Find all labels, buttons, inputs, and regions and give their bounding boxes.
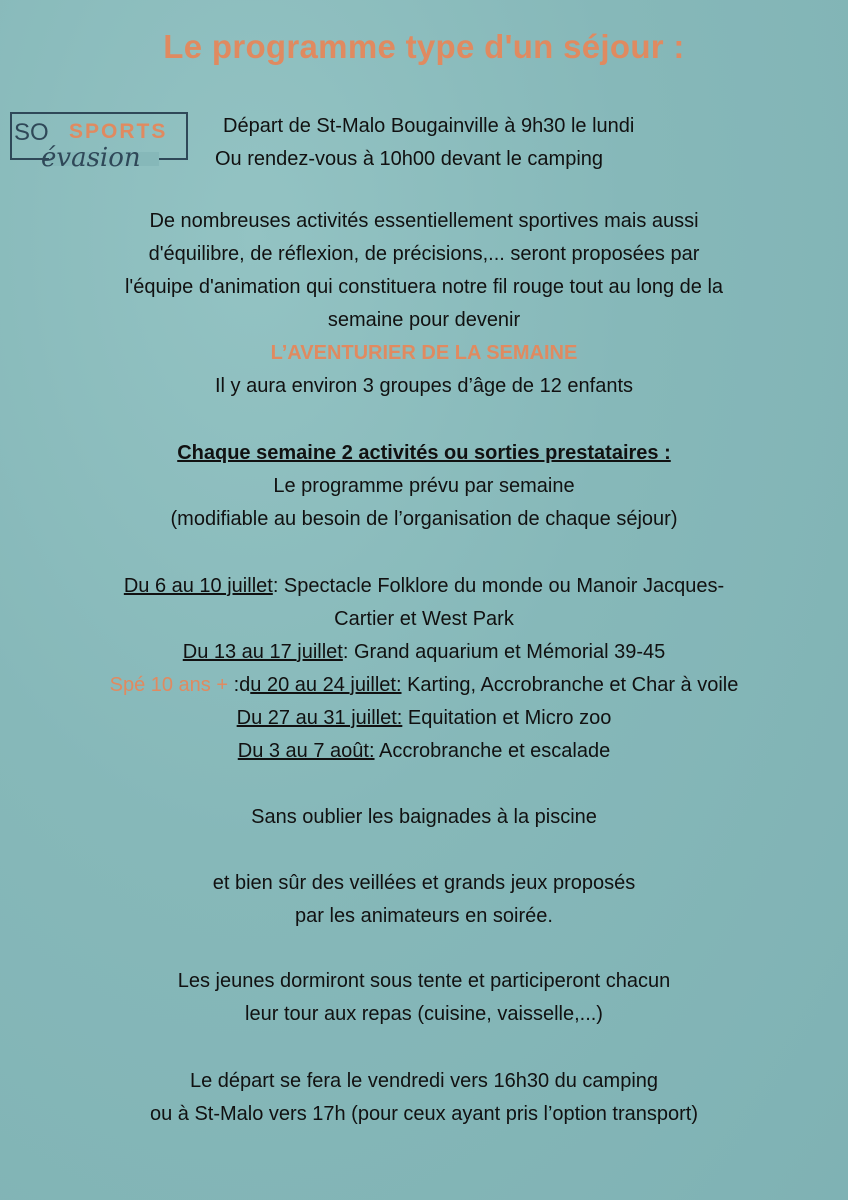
- groups-info: Il y aura environ 3 groupes d’âge de 12 enfants: [214, 375, 634, 397]
- weekly-section: [0, 437, 848, 536]
- week-2-text: : Grand aquarium et Mémorial 39-45: [342, 641, 666, 663]
- camping-section: [0, 965, 848, 1031]
- evenings-section: [0, 867, 848, 933]
- week-1-text: : Spectacle Folklore du monde ou Manoir Jacques-: [272, 575, 725, 597]
- weekly-line: Le programme prévu par semaine: [273, 475, 575, 497]
- pool-info: Sans oublier les baignades à la piscine: [251, 806, 597, 828]
- schedule-week-1: [0, 570, 848, 603]
- intro-line: d'équilibre, de réflexion, de précisions,... seront proposées par: [148, 243, 700, 265]
- camping-line: leur tour aux repas (cuisine, vaisselle,...): [245, 1003, 603, 1025]
- logo-graphic: [9, 110, 189, 172]
- schedule-week-4: [0, 702, 848, 735]
- schedule-week-3: [0, 669, 848, 702]
- departure-info: [215, 110, 755, 176]
- weekly-heading: Chaque semaine 2 activités ou sorties prestataires :: [177, 442, 671, 464]
- page-title: Le programme type d'un séjour :: [163, 28, 685, 65]
- departure-line-2: Ou rendez-vous à 10h00 devant le camping: [215, 148, 604, 170]
- week-5-text: Accrobranche et escalade: [374, 740, 611, 762]
- return-line: ou à St-Malo vers 17h (pour ceux ayant pris l’option transport): [149, 1103, 699, 1125]
- week-5-date: Du 3 au 7 août:: [237, 740, 375, 762]
- logo-initials: SO: [14, 119, 49, 146]
- logo-brand-bottom: évasion: [41, 143, 141, 172]
- return-section: [0, 1065, 848, 1131]
- intro-line: semaine pour devenir: [327, 309, 521, 331]
- week-4-date: Du 27 au 31 juillet:: [236, 707, 403, 729]
- schedule-week-2: [0, 636, 848, 669]
- week-3-colon: :d: [233, 674, 251, 696]
- intro-line: l'équipe d'animation qui constituera notre fil rouge tout au long de la: [124, 276, 724, 298]
- schedule-section: [0, 570, 848, 768]
- week-4-text: Equitation et Micro zoo: [402, 707, 612, 729]
- week-3-text: Karting, Accrobranche et Char à voile: [401, 674, 739, 696]
- departure-line-1: Départ de St-Malo Bougainville à 9h30 le lundi: [223, 115, 635, 137]
- return-line: Le départ se fera le vendredi vers 16h30 du camping: [189, 1070, 659, 1092]
- schedule-week-5: [0, 735, 848, 768]
- weekly-line: (modifiable au besoin de l’organisation de chaque séjour): [170, 508, 678, 530]
- intro-line: De nombreuses activités essentiellement sportives mais aussi: [149, 210, 699, 232]
- evenings-line: et bien sûr des veillées et grands jeux proposés: [212, 872, 636, 894]
- sports-evasion-logo: [9, 110, 189, 172]
- aventurier-highlight: L’AVENTURIER DE LA SEMAINE: [270, 342, 578, 364]
- camping-line: Les jeunes dormiront sous tente et participeront chacun: [177, 970, 671, 992]
- evenings-line: par les animateurs en soirée.: [295, 905, 553, 927]
- schedule-week-1-cont: Cartier et West Park: [334, 608, 514, 630]
- week-3-prefix: Spé 10 ans +: [109, 674, 234, 696]
- week-2-date: Du 13 au 17 juillet: [182, 641, 343, 663]
- intro-section: [0, 205, 848, 403]
- week-1-date: Du 6 au 10 juillet: [123, 575, 273, 597]
- week-3-date: u 20 au 24 juillet:: [250, 674, 402, 696]
- logo-brand-top: SPORTS: [69, 120, 168, 143]
